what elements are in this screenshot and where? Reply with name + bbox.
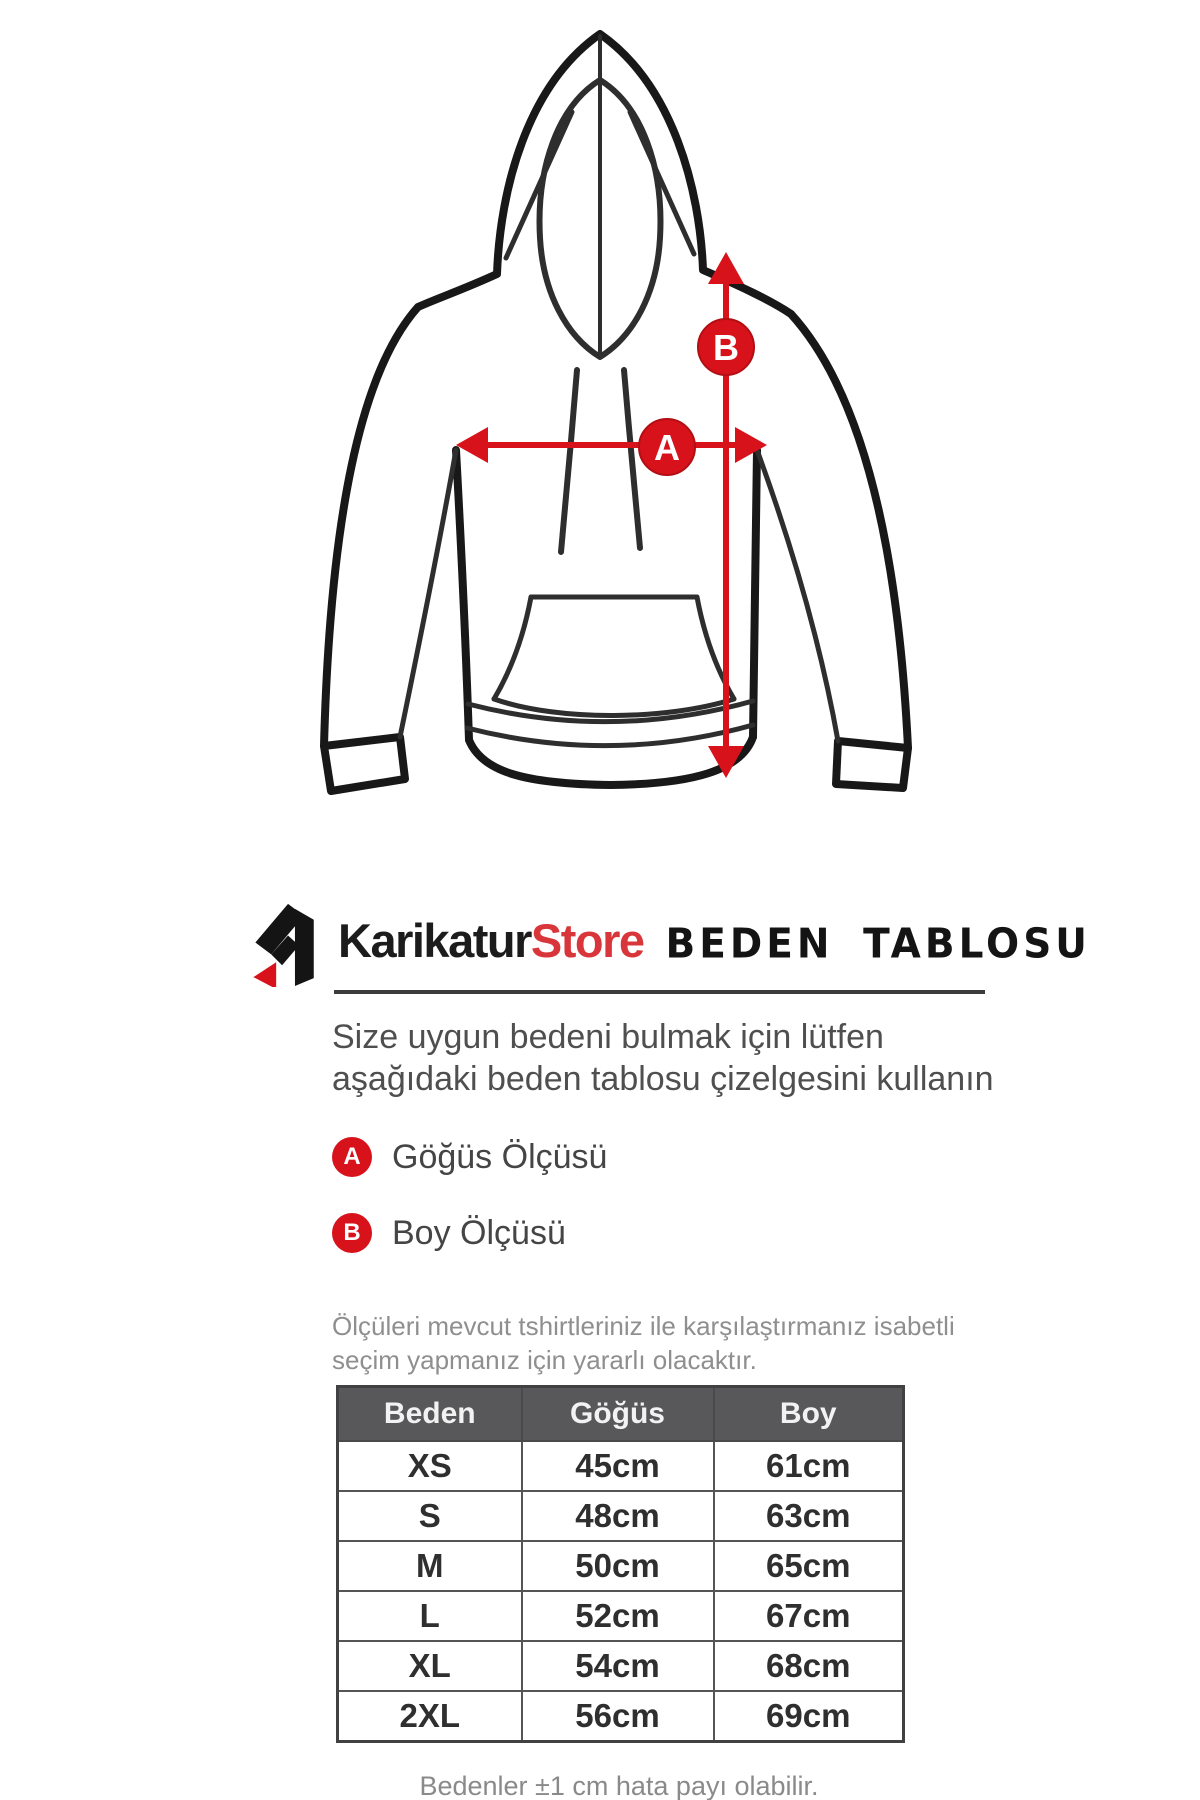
page-title: BEDEN TABLOSU — [665, 920, 1091, 968]
header-beden: Beden — [338, 1387, 522, 1442]
karikaturstore-logo-icon — [250, 893, 332, 987]
cell-beden: XL — [338, 1641, 522, 1691]
header-gogus: Göğüs — [522, 1387, 714, 1442]
cell-boy: 69cm — [714, 1691, 904, 1742]
brand-divider — [334, 990, 985, 994]
marker-b-badge — [698, 319, 754, 375]
legend-b-label: Boy Ölçüsü — [392, 1213, 566, 1252]
size-row — [338, 1641, 904, 1691]
cell-boy: 61cm — [714, 1441, 904, 1491]
chest-arrowhead-left — [456, 427, 488, 463]
brand-text — [338, 913, 1091, 968]
marker-a-badge — [639, 419, 695, 475]
cell-gogus: 48cm — [522, 1491, 714, 1541]
length-arrowhead-top — [708, 252, 744, 284]
brand-row — [250, 892, 1200, 988]
cell-gogus: 45cm — [522, 1441, 714, 1491]
cell-gogus: 56cm — [522, 1691, 714, 1742]
intro-line-1: Size uygun bedeni bulmak için lütfen — [332, 1018, 884, 1056]
marker-a-letter: A — [654, 427, 680, 468]
cell-beden: M — [338, 1541, 522, 1591]
cell-beden: S — [338, 1491, 522, 1541]
hoodie-diagram — [0, 0, 1200, 820]
cell-gogus: 54cm — [522, 1641, 714, 1691]
intro-line-2: aşağıdaki beden tablosu çizelgesini kullanın — [332, 1060, 994, 1098]
size-table-header-row — [338, 1387, 904, 1442]
note-line-1: Ölçüleri mevcut tshirtleriniz ile karşılaştırmanız isabetli — [332, 1311, 955, 1341]
legend-b-badge: B — [332, 1213, 372, 1253]
size-table — [336, 1385, 905, 1743]
cell-gogus: 50cm — [522, 1541, 714, 1591]
note-text — [332, 1309, 1200, 1377]
size-row — [338, 1541, 904, 1591]
legend-length — [332, 1213, 1200, 1253]
hoodie-line-art — [0, 0, 1200, 820]
size-row — [338, 1691, 904, 1742]
size-row — [338, 1441, 904, 1491]
legend-a-label: Göğüs Ölçüsü — [392, 1137, 608, 1176]
header-boy: Boy — [714, 1387, 904, 1442]
cell-gogus: 52cm — [522, 1591, 714, 1641]
cell-boy: 67cm — [714, 1591, 904, 1641]
tolerance-note: Bedenler ±1 cm hata payı olabilir. — [419, 1771, 819, 1800]
cell-beden: 2XL — [338, 1691, 522, 1742]
cell-beden: XS — [338, 1441, 522, 1491]
brand-name-black: Karikatur — [338, 913, 531, 967]
size-row — [338, 1591, 904, 1641]
intro-text — [332, 1016, 1200, 1100]
cell-boy: 68cm — [714, 1641, 904, 1691]
legend-a-badge: A — [332, 1137, 372, 1177]
cell-beden: L — [338, 1591, 522, 1641]
marker-b-letter: B — [713, 327, 739, 368]
note-line-2: seçim yapmanız için yararlı olacaktır. — [332, 1345, 757, 1375]
cell-boy: 63cm — [714, 1491, 904, 1541]
cell-boy: 65cm — [714, 1541, 904, 1591]
brand-name-red: Store — [530, 913, 644, 967]
legend-chest — [332, 1137, 1200, 1177]
size-row — [338, 1491, 904, 1541]
